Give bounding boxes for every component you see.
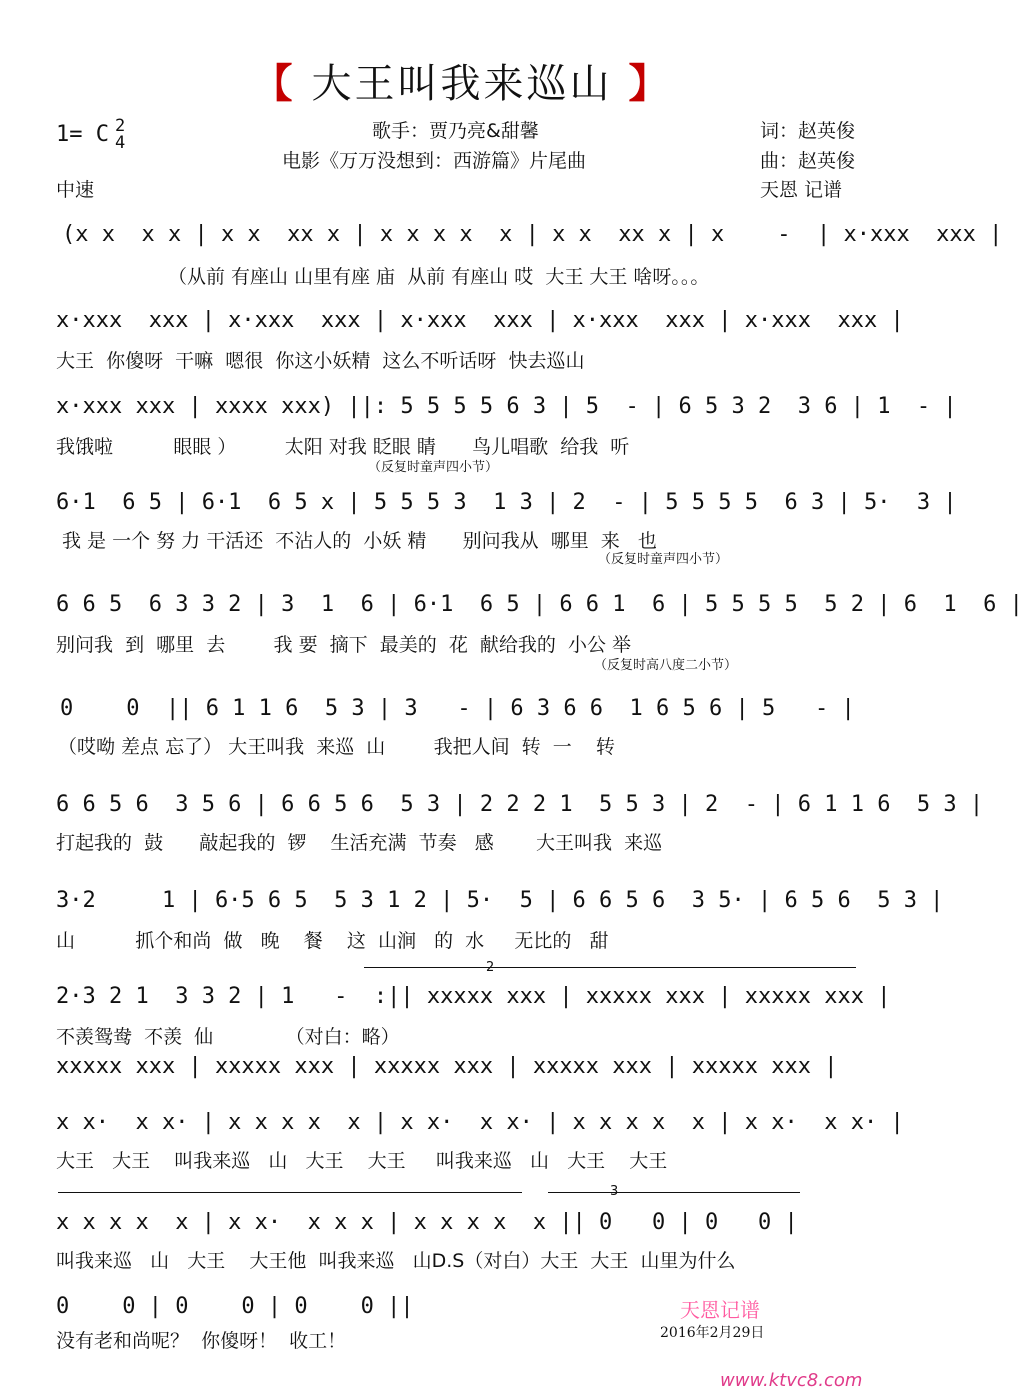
transcriber-credit: 天恩 记谱 <box>760 179 843 201</box>
site-watermark: www.ktvc8.com <box>720 1370 863 1391</box>
notation-row-9: 2·3 2 1 3 3 2 | 1 - :|| xxxxx xxx | xxxxx xxx | xxxxx xxx | <box>56 984 891 1009</box>
volta-bracket-2 <box>364 967 856 968</box>
notation-row-11: x x· x x· | x x x x x | x x· x x· | x x x x x | x x· x x· | <box>56 1110 904 1135</box>
notation-row-1: (x x x x | x x xx x | x x x x x | x x xx x | x - | x·xxx xxx | <box>62 222 1003 247</box>
lyric-row-11: 大王 大王 叫我来巡 山 大王 大王 叫我来巡 山 大王 大王 <box>56 1150 668 1172</box>
volta-bracket-3 <box>548 1192 800 1193</box>
lyric-row-8: 山 抓个和尚 做 晚 餐 这 山涧 的 水 无比的 甜 <box>56 930 609 952</box>
bracket-left: 【 <box>252 61 296 107</box>
lyric-row-2: 大王 你傻呀 干嘛 嗯很 你这小妖精 这么不听话呀 快去巡山 <box>56 350 585 372</box>
lyric-row-6: （哎呦 差点 忘了） 大王叫我 来巡 山 我把人间 转 一 转 <box>58 736 615 758</box>
volta-number-3: 3 <box>610 1184 619 1199</box>
notation-row-10: xxxxx xxx | xxxxx xxx | xxxxx xxx | xxxxx xxx | xxxxx xxx | <box>56 1054 838 1079</box>
notation-row-6: 0 0 || 6 1 1 6 5 3 | 3 - | 6 3 6 6 1 6 5 6 | 5 - | <box>60 696 855 721</box>
lyric-row-5: 别问我 到 哪里 去 我 要 摘下 最美的 花 献给我的 小公 举 <box>56 634 632 656</box>
transcriber-stamp: 天恩记谱 <box>680 1298 760 1322</box>
time-signature <box>115 118 125 152</box>
notation-row-13: 0 0 | 0 0 | 0 0 || <box>56 1294 414 1319</box>
lyric-row-1: （从前 有座山 山里有座 庙 从前 有座山 哎 大王 大王 啥呀。。。 <box>168 266 710 288</box>
repeat-note-3: （反复时高八度二小节） <box>594 658 738 673</box>
notation-row-7: 6 6 5 6 3 5 6 | 6 6 5 6 5 3 | 2 2 2 1 5 5 3 | 2 - | 6 1 1 6 5 3 | <box>56 792 984 817</box>
lyric-row-7: 打起我的 鼓 敲起我的 锣 生活充满 节奏 感 大王叫我 来巡 <box>56 832 663 854</box>
transcription-date: 2016年2月29日 <box>660 1325 765 1341</box>
lyric-row-12: 叫我来巡 山 大王 大王他 叫我来巡 山D.S（对白）大王 大王 山里为什么 <box>56 1250 736 1272</box>
lyric-row-9: 不羡鸳鸯 不羡 仙 （对白：略） <box>56 1026 400 1048</box>
composer-credit: 曲：赵英俊 <box>760 150 856 172</box>
key-signature: 1= C <box>56 122 109 147</box>
lyric-row-4: 我 是 一个 努 力 干活还 不沾人的 小妖 精 别问我从 哪里 来 也 <box>62 530 657 552</box>
notation-row-2: x·xxx xxx | x·xxx xxx | x·xxx xxx | x·xxx xxx | x·xxx xxx | <box>56 308 904 333</box>
lyric-row-13: 没有老和尚呢？ 你傻呀！ 收工！ <box>56 1330 347 1352</box>
volta-number-2: 2 <box>486 960 495 975</box>
bracket-right: 】 <box>628 61 672 107</box>
notation-row-4: 6·1 6 5 | 6·1 6 5 x | 5 5 5 3 1 3 | 2 - | 5 5 5 5 6 3 | 5· 3 | <box>56 490 957 515</box>
repeat-note-2: （反复时童声四小节） <box>598 552 729 567</box>
repeat-note-1: （反复时童声四小节） <box>368 460 499 475</box>
notation-row-8: 3·2 1 | 6·5 6 5 5 3 1 2 | 5· 5 | 6 6 5 6 3 5· | 6 5 6 5 3 | <box>56 888 944 913</box>
notation-row-3: x·xxx xxx | xxxx xxx) ||: 5 5 5 5 6 3 | 5 - | 6 5 3 2 3 6 | 1 - | <box>56 394 957 419</box>
notation-row-12: x x x x x | x x· x x x | x x x x x || 0 0 | 0 0 | <box>56 1210 798 1235</box>
phrase-line <box>58 1192 522 1193</box>
time-top: 2 <box>115 116 126 136</box>
title-text: 大王叫我来巡山 <box>311 61 613 107</box>
singer-credit: 歌手：贾乃亮&甜馨 <box>372 120 539 142</box>
notation-row-5: 6 6 5 6 3 3 2 | 3 1 6 | 6·1 6 5 | 6 6 1 6 | 5 5 5 5 5 2 | 6 1 6 | <box>56 592 1023 617</box>
tempo-marking: 中速 <box>56 179 95 201</box>
lyric-row-3: 我饿啦 眼眼 ） 太阳 对我 眨眼 睛 鸟儿唱歌 给我 听 <box>56 436 630 458</box>
song-title <box>0 52 924 109</box>
lyricist-credit: 词：赵英俊 <box>760 120 856 142</box>
time-bottom: 4 <box>115 133 126 153</box>
film-credit: 电影《万万没想到：西游篇》片尾曲 <box>282 150 587 172</box>
